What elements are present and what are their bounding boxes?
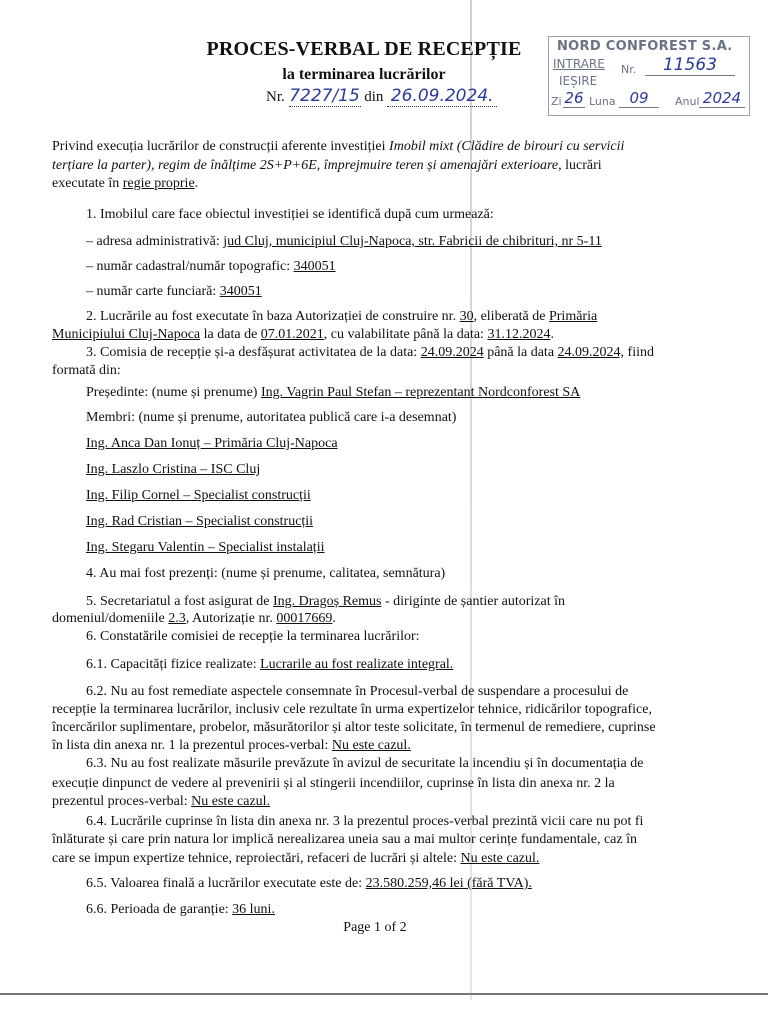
permit-issuer: Municipiului Cluj-Napoca bbox=[52, 327, 201, 342]
point-6-1-value: Lucrarile au fost realizate integral. bbox=[260, 657, 454, 672]
point-6-3-value: Nu este cazul. bbox=[191, 794, 271, 809]
stamp-iesire: IEȘIRE bbox=[559, 74, 598, 88]
section-3-text: până la data bbox=[487, 345, 555, 360]
investment-name: Imobil mixt (Clădire de birouri cu servicii bbox=[389, 139, 625, 154]
section-5-line-1 bbox=[86, 594, 565, 610]
section-5-text: , Autorizație nr. bbox=[185, 611, 273, 626]
document-number: 7227/15 bbox=[289, 86, 360, 106]
point-6-3-text: prezentul proces-verbal: bbox=[52, 794, 188, 809]
secretary-name: Ing. Dragoș Remus bbox=[272, 594, 382, 609]
stamp-nr-value: 11563 bbox=[645, 55, 735, 76]
section-2-text: , eliberată de bbox=[473, 309, 546, 324]
land-book-value: 340051 bbox=[219, 284, 262, 299]
point-6-2-line-1: 6.2. Nu au fost remediate aspectele consemnate în Procesul-verbal de suspendare a procesului de bbox=[86, 684, 629, 699]
section-2-text: la data de bbox=[203, 327, 258, 342]
members-label: Membri: (nume și prenume, autoritatea publică care i-a desemnat) bbox=[86, 410, 457, 425]
cadastral-value: 340051 bbox=[293, 259, 336, 274]
point-6-4-line-1: 6.4. Lucrările cuprinse în lista din anexa nr. 3 la prezentul proces-verbal prezintă vicii care nu pot fi bbox=[86, 814, 644, 829]
member-item: Ing. Laszlo Cristina – ISC Cluj bbox=[86, 462, 261, 477]
section-6-title: 6. Constatările comisiei de recepție la terminarea lucrărilor: bbox=[86, 629, 420, 644]
intro-text: lucrări bbox=[565, 158, 602, 173]
land-book-line bbox=[86, 284, 262, 300]
section-1-title: 1. Imobilul care face obiectul investiției se identifică după cum urmează: bbox=[86, 207, 494, 222]
member-item: Ing. Anca Dan Ionuț – Primăria Cluj-Napoca bbox=[86, 436, 338, 451]
page-number: Page 1 of 2 bbox=[343, 920, 407, 935]
stamp-anul-label: Anul bbox=[675, 95, 700, 108]
stamp-anul-value: 2024 bbox=[699, 89, 745, 108]
point-6-2-line-2: recepție la terminarea lucrărilor, inclusiv cele rezultate în urma expertizelor tehnice, ridicărilor topografice, bbox=[52, 702, 652, 717]
cadastral-line bbox=[86, 259, 336, 275]
authorization-domain: 2.3 bbox=[168, 611, 186, 626]
cadastral-label: – număr cadastral/număr topografic: bbox=[86, 259, 291, 274]
section-3-text: 3. Comisia de recepție și-a desfășurat activitatea de la data: bbox=[86, 345, 418, 360]
member-item: Ing. Rad Cristian – Specialist construcții bbox=[86, 514, 314, 529]
section-2-line-1 bbox=[86, 309, 597, 325]
execution-mode: regie proprie bbox=[122, 176, 195, 191]
commission-end-date: 24.09.2024, bbox=[557, 345, 625, 360]
stamp-zi-label: Zi bbox=[551, 95, 562, 108]
point-6-1 bbox=[86, 657, 453, 673]
point-6-3-line-1: 6.3. Nu au fost realizate măsurile prevăzute în avizul de securitate la incendiu și în documentația de bbox=[86, 756, 644, 771]
nr-label: Nr. bbox=[266, 89, 285, 105]
member-item: Ing. Filip Cornel – Specialist construcții bbox=[86, 488, 311, 503]
intro-line-2 bbox=[52, 158, 602, 174]
section-3-text: fiind bbox=[627, 345, 654, 360]
document-date: 26.09.2024. bbox=[387, 86, 497, 107]
address-line bbox=[86, 234, 602, 250]
land-book-label: – număr carte funciară: bbox=[86, 284, 217, 299]
warranty-period: 36 luni. bbox=[232, 902, 275, 917]
point-6-4-text: care se impun expertize tehnice, reproiectări, refaceri de lucrări și altele: bbox=[52, 851, 457, 866]
point-6-4-value: Nu este cazul. bbox=[460, 851, 540, 866]
stamp-luna-label: Luna bbox=[589, 95, 616, 108]
registration-stamp bbox=[548, 36, 750, 116]
section-2-line-2 bbox=[52, 327, 554, 343]
permit-issuer: Primăria bbox=[548, 309, 598, 324]
permit-number: 30 bbox=[459, 309, 474, 324]
section-3-line-2: formată din: bbox=[52, 363, 121, 378]
intro-line-3 bbox=[52, 176, 198, 192]
point-6-3-line-3 bbox=[52, 794, 270, 810]
final-value: 23.580.259,46 lei (fără TVA). bbox=[365, 876, 532, 891]
section-4: 4. Au mai fost prezenți: (nume și prenume, calitatea, semnătura) bbox=[86, 566, 446, 581]
intro-text: Privind execuția lucrărilor de construcții aferente investiției bbox=[52, 139, 386, 154]
section-3-line-1 bbox=[86, 345, 654, 361]
section-2-text: 2. Lucrările au fost executate în baza Autorizației de construire nr. bbox=[86, 309, 457, 324]
president-label: Președinte: (nume și prenume) bbox=[86, 385, 258, 400]
document-title: PROCES-VERBAL DE RECEPȚIE bbox=[206, 38, 522, 60]
commission-start-date: 24.09.2024 bbox=[420, 345, 484, 360]
stamp-nr-label: Nr. bbox=[621, 63, 637, 76]
president-value: Ing. Vagrin Paul Stefan – reprezentant Nordconforest SA bbox=[260, 385, 581, 400]
intro-text: executate în bbox=[52, 176, 120, 191]
stamp-intrare: INTRARE bbox=[553, 57, 605, 71]
document-subtitle: la terminarea lucrărilor bbox=[282, 66, 446, 83]
point-6-2-line-3: încercărilor suplimentare, probelor, măsurătorilor și altor teste solicitate, în termenul de remediere, cuprinse bbox=[52, 720, 656, 735]
section-5-text: domeniul/domeniile bbox=[52, 611, 165, 626]
stamp-luna-value: 09 bbox=[619, 89, 659, 108]
section-5-text: . bbox=[332, 611, 336, 626]
address-label: – adresa administrativă: bbox=[86, 234, 220, 249]
point-6-5 bbox=[86, 876, 532, 892]
address-value: jud Cluj, municipiul Cluj-Napoca, str. Fabricii de chibrituri, nr 5-11 bbox=[223, 234, 602, 249]
document-number-line bbox=[266, 86, 497, 107]
president-line bbox=[86, 385, 580, 401]
point-6-5-label: 6.5. Valoarea finală a lucrărilor executate este de: bbox=[86, 876, 363, 891]
intro-line-1 bbox=[52, 139, 624, 155]
din-label: din bbox=[364, 89, 384, 105]
point-6-4-line-2: înlăturate și care prin natura lor implică nerealizarea uneia sau a mai multor cerințe fundamentale, caz în bbox=[52, 832, 637, 847]
section-5-text: 5. Secretariatul a fost asigurat de bbox=[86, 594, 270, 609]
section-5-text: - diriginte de șantier autorizat în bbox=[384, 594, 565, 609]
authorization-number: 00017669 bbox=[276, 611, 333, 626]
point-6-2-text: în lista din anexa nr. 1 la prezentul proces-verbal: bbox=[52, 738, 329, 753]
investment-description: terțiare la parter), regim de înălțime 2S+P+6E, împrejmuire teren și amenajări exterioare, bbox=[52, 158, 562, 173]
permit-date: 07.01.2021 bbox=[260, 327, 324, 342]
point-6-2-value: Nu este cazul. bbox=[331, 738, 411, 753]
page-bottom-edge bbox=[0, 993, 768, 995]
member-item: Ing. Stegaru Valentin – Specialist instalații bbox=[86, 540, 325, 555]
point-6-1-label: 6.1. Capacități fizice realizate: bbox=[86, 657, 257, 672]
point-6-2-line-4 bbox=[52, 738, 411, 754]
point-6-3-line-2: execuție dinpunct de vedere al prevenirii și al stingerii incendiilor, cuprinse în lista din anexa nr. 2 la bbox=[52, 776, 615, 791]
point-6-6 bbox=[86, 902, 275, 918]
point-6-6-label: 6.6. Perioada de garanție: bbox=[86, 902, 229, 917]
stamp-zi-value: 26 bbox=[564, 89, 584, 107]
intro-text: . bbox=[194, 176, 199, 191]
permit-valid-until: 31.12.2024 bbox=[487, 327, 551, 342]
section-5-line-2 bbox=[52, 611, 336, 627]
point-6-4-line-3 bbox=[52, 851, 539, 867]
section-2-text: . bbox=[550, 327, 554, 342]
stamp-company: NORD CONFOREST S.A. bbox=[557, 39, 733, 54]
section-2-text: , cu valabilitate până la data: bbox=[323, 327, 484, 342]
